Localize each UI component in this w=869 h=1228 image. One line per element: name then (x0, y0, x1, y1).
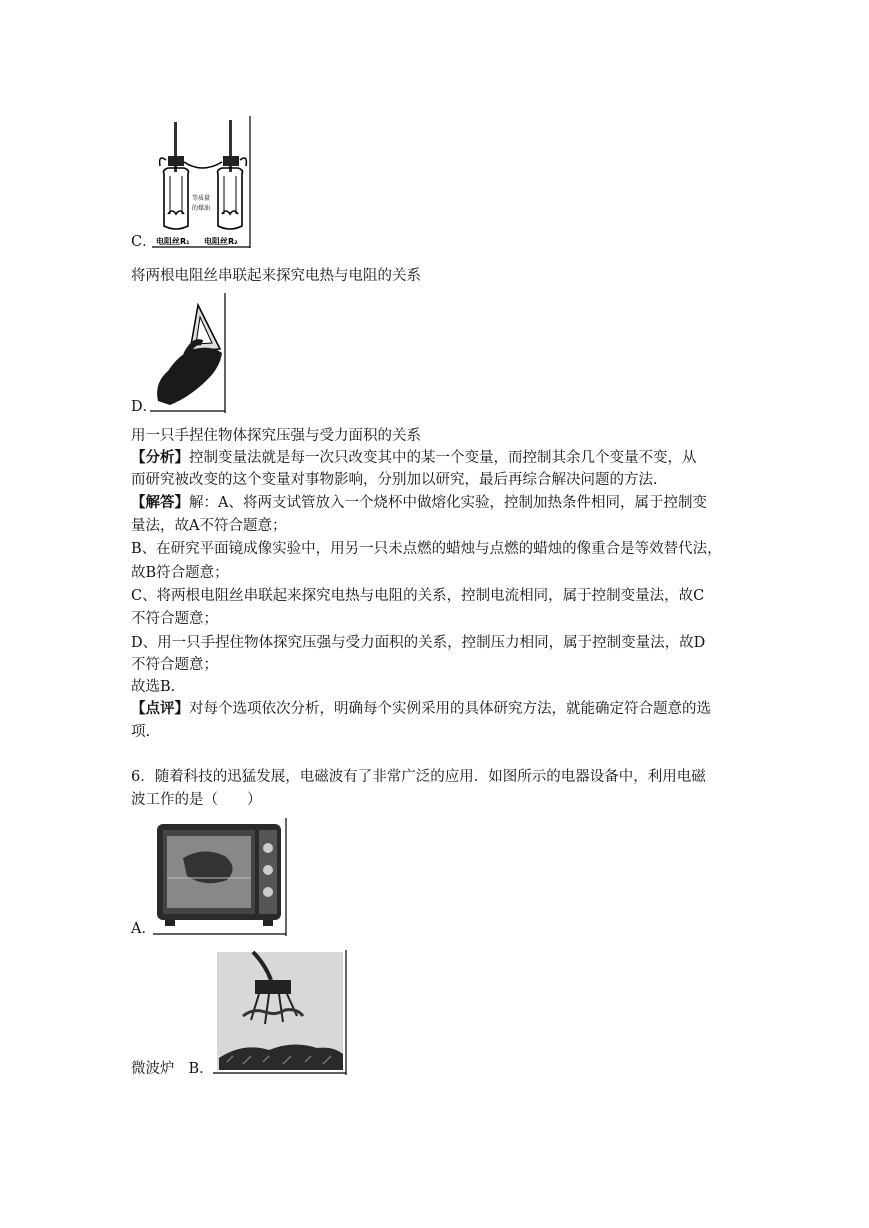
answer-line-7: D、用一只手捏住物体探究压强与受力面积的关系，控制压力相同，属于控制变量法，故D (131, 635, 706, 651)
answer-line-3: B、在研究平面镜成像实验中，用另一只未点燃的蜡烛与点燃的蜡烛的像重合是等效替代法， (131, 541, 722, 557)
option-c-label: C． (131, 234, 157, 250)
figure-d-hand-pressing (150, 293, 228, 413)
answer-line-2: 量法，故A不符合题意； (131, 518, 287, 534)
figure-c-label-r1: 电阻丝R₁ (156, 237, 190, 246)
comment-text-1: 对每个选项依次分析，明确每个实例采用的具体研究方法，就能确定符合题意的选 (189, 701, 711, 717)
answer-text-1: 解：A、将两支试管放入一个烧杯中做熔化实验，控制加热条件相同，属于控制变 (189, 495, 707, 511)
answer-line-4: 故B符合题意； (131, 565, 229, 581)
question6-line-1: 6．随着科技的迅猛发展，电磁波有了非常广泛的应用．如图所示的电器设备中，利用电磁 (131, 769, 706, 785)
answer-line-6: 不符合题意； (131, 611, 218, 627)
analysis-line-1 (131, 448, 697, 468)
option-a-label: A． (131, 921, 156, 937)
question6-line-2: 波工作的是（ ） (131, 792, 262, 808)
option-a-caption: 微波炉 (131, 1061, 175, 1077)
figure-c-label-mid2: 的煤油 (192, 205, 211, 212)
answer-line-5: C、将两根电阻丝串联起来探究电热与电阻的关系，控制电流相同，属于控制变量法，故C (131, 588, 705, 604)
figure-b-electromagnet-crane (213, 950, 349, 1075)
figure-c-resistance-wires (152, 114, 252, 248)
figure-a-microwave-oven (153, 818, 289, 936)
figure-c-label-mid1: 等质量 (192, 195, 211, 202)
option-b-label: B． (188, 1061, 214, 1077)
analysis-text-1: 控制变量法就是每一次只改变其中的某一个变量，而控制其余几个变量不变，从 (189, 450, 697, 466)
answer-line-8: 不符合题意； (131, 657, 218, 673)
analysis-line-2: 而研究被改变的这个变量对事物影响，分别加以研究，最后再综合解决问题的方法. (131, 472, 658, 488)
option-a-caption-b-label (131, 1059, 214, 1079)
comment-tag: 【点评】 (131, 700, 189, 717)
comment-line-1 (131, 699, 711, 719)
option-d-label: D． (131, 399, 158, 415)
answer-line-9: 故选B. (131, 679, 176, 695)
comment-line-2: 项. (131, 724, 151, 740)
answer-line-1 (131, 493, 707, 513)
answer-tag: 【解答】 (131, 494, 189, 511)
option-c-caption: 将两根电阻丝串联起来探究电热与电阻的关系 (131, 268, 421, 284)
analysis-tag: 【分析】 (131, 449, 189, 466)
figure-c-label-r2: 电阻丝R₂ (204, 237, 238, 246)
option-d-caption: 用一只手捏住物体探究压强与受力面积的关系 (131, 428, 421, 444)
